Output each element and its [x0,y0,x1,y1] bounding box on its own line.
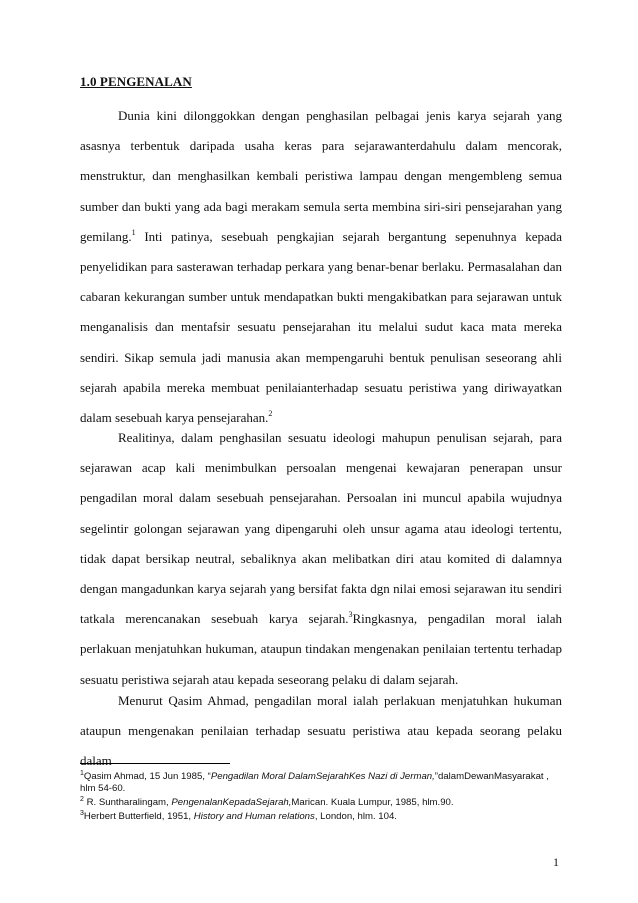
footnotes [80,771,562,825]
footnote-text: Marican. Kuala Lumpur, 1985, hlm.90. [291,797,454,808]
footnote-ref-1: 1 [131,227,136,237]
footnote-text: R. Suntharalingam, [83,797,172,808]
footnote-number: 1 [80,770,84,777]
footnote-text: Herbert Butterfield, 1951, [83,811,194,822]
footnote-text: Qasim Ahmad, 15 Jun 1985, “ [83,771,211,782]
paragraph-2-text-b: Ringkasnya, pengadilan moral ialah perlakuan menjatuhkan hukuman, ataupun tindakan mengenakan penilaian tertentu terhadap sesuatu peristiwa sejarah atau kepada seseorang pelaku di dalam sejarah. [80,611,562,687]
footnote-ref-3: 3 [348,610,353,620]
footnote-3 [80,811,562,823]
footnote-ref-2: 2 [268,409,273,419]
footnote-text: , London, hlm. 104. [314,811,397,822]
paragraph-2-text-a: Realitinya, dalam penghasilan sesuatu ideologi mahupun penulisan sejarah, para sejarawan acap kali menimbulkan persoalan mengenai kewajaran penerapan unsur pengadilan moral dalam sesebuah pensejarahan. Persoalan ini muncul apabila wujudnya segelintir golongan sejarawan yang dipengaruhi oleh unsur agama atau ideologi tertentu, tidak dapat bersikap neutral, sebaliknya akan melibatkan diri atau komited di dalamnya dengan mangadunkan karya sejarah yang bersifat fakta dgn nilai emosi sejarawan itu sendiri tatkala merencanakan sesebuah karya sejarah. [80,430,562,627]
footnote-2 [80,797,562,809]
paragraph-3-text: Menurut Qasim Ahmad, pengadilan moral ialah perlakuan menjatuhkan hukuman ataupun mengenakan penilaian terhadap sesuatu peristiwa atau kepada seorang pelaku dalam [80,693,562,769]
paragraph-1 [80,101,562,433]
paragraph-2 [80,423,562,695]
footnote-title: Pengadilan Moral DalamSejarahKes Nazi di Jerman, [210,771,435,782]
footnote-text: ”dalamDewanMasyarakat , hlm 54-60. [80,771,549,794]
footnote-title: PengenalanKepadaSejarah, [171,797,292,808]
footnote-number: 3 [80,810,84,817]
footnote-1 [80,771,562,795]
section-heading: 1.0 PENGENALAN [80,74,192,89]
paragraph-1-text-b: Inti patinya, sesebuah pengkajian sejarah bergantung sepenuhnya kepada penyelidikan para sasterawan terhadap perkara yang benar-benar berlaku. Permasalahan dan cabaran kekurangan sumber untuk mendapatkan bukti mengakibatkan para sejarawan untuk menganalisis dan mentafsir sesuatu pensejarahan itu melalui sudut kaca mata mereka sendiri. Sikap semula jadi manusia akan mempengaruhi bentuk penulisan seseorang ahli sejarah apabila mereka membuat penilaianterhadap sesuatu peristiwa yang diriwayatkan dalam sesebuah karya pensejarahan. [80,228,562,426]
footnote-separator [80,763,230,764]
page-number: 1 [553,855,559,869]
paragraph-1-text-a: Dunia kini dilonggokkan dengan penghasilan pelbagai jenis karya sejarah yang asasnya terbentuk daripada usaha keras para sejarawanterdahulu dalam mencorak, menstruktur, dan menghasilkan kembali peristiwa lampau dengan mengembleng semua sumber dan bukti yang ada bagi merakam semula serta membina siri-siri pensejarahan yang gemilang. [80,108,562,244]
footnote-title: History and Human relations [193,811,315,822]
footnote-number: 2 [80,796,84,803]
